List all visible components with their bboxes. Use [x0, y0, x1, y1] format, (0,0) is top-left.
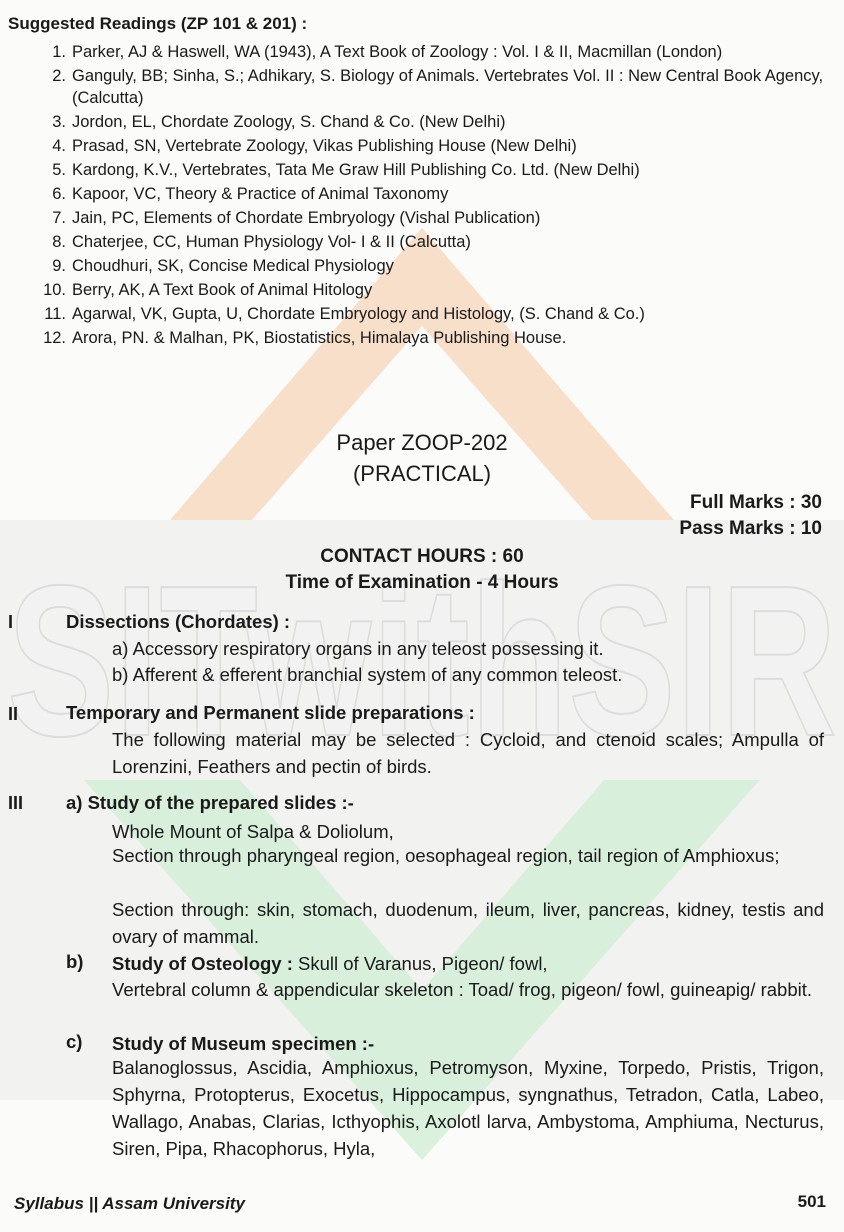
- section-text: Balanoglossus, Ascidia, Amphioxus, Petromyson, Myxine, Torpedo, Pristis, Trigon, Sphyrna, Protopterus, Exocetus, Hippocampus, syngnathus, Tetradon, Catla, Labeo, Wallago, Anabas, Clarias, Icthyophis, Axolotl larva, Ambystoma, Amphiuma, Necturus, Siren, Pipa, Rhacophorus, Hyla,: [112, 1057, 824, 1159]
- reading-item: 3. Jordon, EL, Chordate Zoology, S. Chand & Co. (New Delhi): [52, 113, 506, 131]
- section-numeral: II: [8, 704, 19, 724]
- sub-label: b): [66, 951, 84, 972]
- section-text: Vertebral column & appendicular skeleton : Toad/ frog, pigeon/ fowl, guineapig/ rabbit.: [112, 979, 813, 1000]
- paper-title: Paper ZOOP-202: [336, 430, 508, 455]
- section-text: Section through pharyngeal region, oesophageal region, tail region of Amphioxus;: [112, 845, 780, 866]
- section-text: Whole Mount of Salpa & Doliolum,: [112, 821, 394, 842]
- section-text: a) Accessory respiratory organs in any teleost possessing it.: [112, 638, 604, 659]
- page-number: 501: [797, 1192, 826, 1211]
- section-numeral: I: [8, 612, 14, 632]
- footer-left: Syllabus || Assam University: [14, 1194, 245, 1213]
- section-text: Study of Osteology : Skull of Varanus, Pigeon/ fowl,: [112, 953, 548, 974]
- sub-label: c): [66, 1031, 83, 1052]
- reading-item: 5. Kardong, K.V., Vertebrates, Tata Me Graw Hill Publishing Co. Ltd. (New Delhi): [52, 161, 640, 179]
- reading-item: 7. Jain, PC, Elements of Chordate Embryology (Vishal Publication): [52, 209, 541, 227]
- full-marks: Full Marks : 30: [690, 492, 822, 513]
- section-heading: Study of Osteology :: [112, 953, 293, 974]
- pass-marks: Pass Marks : 10: [679, 518, 822, 539]
- section-text: The following material may be selected : Cycloid, and ctenoid scales; Ampulla of Lorenzini, Feathers and pectin of birds.: [112, 729, 824, 777]
- reading-item: 2. Ganguly, BB; Sinha, S.; Adhikary, S. Biology of Animals. Vertebrates Vol. II : New Central Book Agency, (Calcutta): [52, 67, 824, 107]
- section-numeral: III: [8, 793, 24, 813]
- reading-item: 10. Berry, AK, A Text Book of Animal Hitology: [43, 281, 373, 299]
- reading-item: 1. Parker, AJ & Haswell, WA (1943), A Text Book of Zoology : Vol. I & II, Macmillan (London): [52, 43, 723, 61]
- section-heading: Study of Museum specimen :-: [112, 1033, 375, 1054]
- reading-item: 9. Choudhuri, SK, Concise Medical Physiology: [52, 257, 394, 275]
- reading-item: 11. Agarwal, VK, Gupta, U, Chordate Embryology and Histology, (S. Chand & Co.): [44, 305, 645, 323]
- section-text: Section through: skin, stomach, duodenum, ileum, liver, pancreas, kidney, testis and ovary of mammal.: [112, 899, 824, 947]
- section-heading: Dissections (Chordates) :: [66, 611, 291, 632]
- section-heading: Temporary and Permanent slide preparations :: [66, 702, 475, 723]
- section-heading: a) Study of the prepared slides :-: [66, 792, 354, 813]
- readings-heading: Suggested Readings (ZP 101 & 201) :: [8, 14, 308, 33]
- exam-time: Time of Examination - 4 Hours: [285, 572, 559, 593]
- contact-hours: CONTACT HOURS : 60: [320, 546, 524, 567]
- reading-item: 12. Arora, PN. & Malhan, PK, Biostatistics, Himalaya Publishing House.: [43, 329, 567, 347]
- watermark-text: SITwithSIR: [7, 540, 837, 781]
- section-text: b) Afferent & efferent branchial system of any common teleost.: [112, 664, 623, 685]
- reading-item: 8. Chaterjee, CC, Human Physiology Vol- I & II (Calcutta): [52, 233, 471, 251]
- paper-subtitle: (PRACTICAL): [352, 461, 492, 486]
- reading-item: 6. Kapoor, VC, Theory & Practice of Animal Taxonomy: [52, 185, 449, 203]
- reading-item: 4. Prasad, SN, Vertebrate Zoology, Vikas Publishing House (New Delhi): [52, 137, 577, 155]
